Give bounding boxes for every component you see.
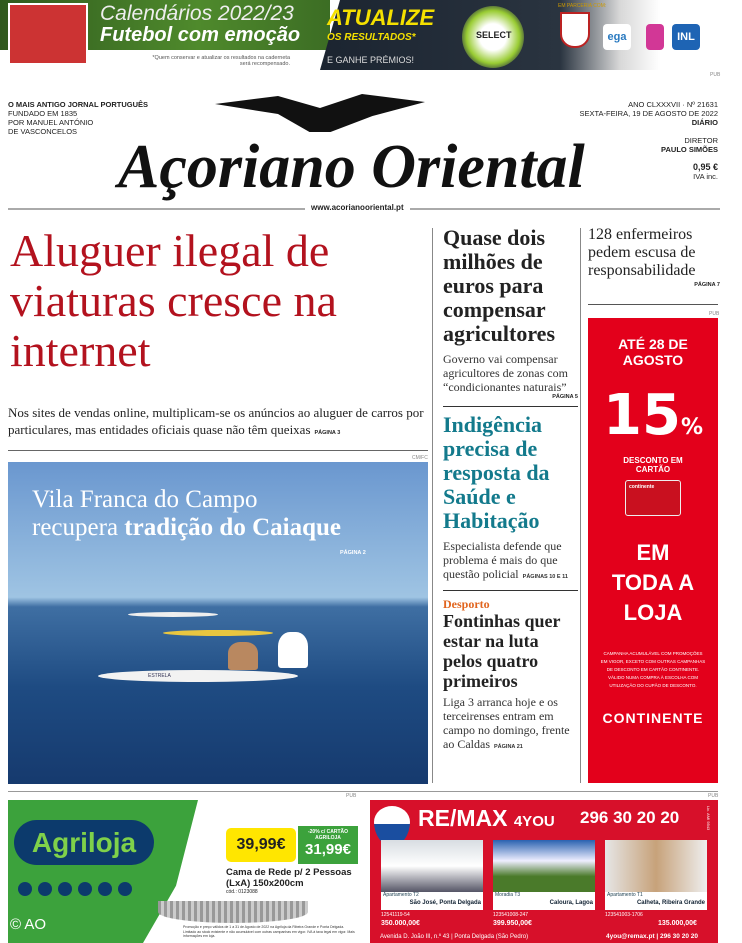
kayak — [163, 630, 273, 636]
property-price: 399.950,00€ — [493, 920, 532, 927]
frequency: DIÁRIO — [691, 118, 718, 127]
copyright: © AO — [10, 916, 47, 933]
ad-fine-print: Promoção e preço válidos de 1 a 31 de Agosto de 2022 na Agriloja da Ribeira Grande e Ponta Delgada. Limitado ao stock existente e não acumulável com outras campanhas em vigor. IVA à taxa legal em vigor. Mais informações em loja. — [183, 925, 355, 938]
director-name: PAULO SIMÕES — [661, 145, 718, 154]
property-price: 135.000,00€ — [658, 920, 697, 927]
lead-headline[interactable]: Aluguer ilegal de viaturas cresce na internet — [10, 225, 337, 376]
founder: POR MANUEL ANTÓNIO — [8, 118, 94, 127]
paddler — [228, 642, 258, 670]
continente-ad[interactable] — [588, 318, 718, 783]
inl-logo: INL — [672, 24, 700, 50]
pub-label: PUB — [709, 311, 720, 317]
discount-label: DESCONTO EM CARTÃO — [623, 456, 683, 474]
divider — [8, 791, 718, 792]
top-banner-ad[interactable] — [0, 0, 720, 70]
card-discount: -20% c/ CARTÃO AGRILOJA — [307, 829, 348, 841]
remax-address: Avenida D. João III, n.º 43 | Ponta Delgada (São Pedro) — [380, 934, 529, 940]
property-ref: 12541119-54 — [381, 912, 410, 918]
story-enfermeiros[interactable] — [588, 226, 720, 288]
remax-brand — [418, 805, 555, 832]
caption-line-1: Vila Franca do Campo — [32, 486, 258, 513]
product-info — [226, 867, 352, 896]
photo-caption — [32, 486, 341, 542]
card-price-box — [298, 826, 358, 864]
property-photo — [381, 840, 483, 892]
remax-contact[interactable]: 4you@remax.pt | 296 30 20 20 — [606, 933, 698, 940]
hammock-image — [158, 901, 308, 923]
director-label: DIRETOR — [684, 136, 718, 145]
page-ref: PÁGINA 2 — [340, 550, 366, 556]
remax-office: 4YOU — [513, 813, 555, 830]
divider — [588, 304, 718, 305]
banner-cta: ATUALIZE — [327, 5, 435, 30]
pub-label: PUB — [708, 793, 719, 799]
paddler — [278, 632, 308, 668]
store-icon — [118, 882, 132, 896]
property-ref: 123541008-247 — [493, 912, 529, 918]
lead-summary — [8, 404, 430, 442]
license: Lic. AMI 9543 — [706, 806, 711, 831]
property-price: 350.000,00€ — [381, 920, 420, 927]
ad-fine-print: CAMPANHA ACUMULÁVEL COM PROMOÇÕES EM VIGOR, EXCETO COM OUTRAS CAMPANHAS DE DESCONTO EM CARTÃO CONTINENTE. VÁLIDO NUMA COMPRA À ESCOLHA COM UTILIZAÇÃO DO CUPÃO DE DESCONTO. — [600, 651, 706, 688]
caption-line-2: recupera — [32, 514, 125, 541]
property-photo — [493, 840, 595, 892]
eagle-logo — [215, 92, 425, 132]
story-headline: Indigência precisa de resposta da Saúde e Habitação — [443, 412, 550, 533]
middle-column — [443, 226, 578, 754]
continente-logo: CONTINENTE — [602, 710, 704, 726]
banner-subtitle: Futebol com emoção — [100, 24, 301, 46]
hammer-icon — [98, 882, 112, 896]
property-card[interactable] — [605, 840, 707, 910]
category-icons — [18, 882, 132, 896]
agriloja-ad[interactable] — [8, 800, 363, 943]
partner-logo — [646, 24, 664, 50]
property-type: Moradia T3 — [495, 892, 521, 898]
property-type: Apartamento T1 — [607, 892, 643, 898]
vat-note: IVA inc. — [693, 172, 718, 181]
page-ref: PÁGINAS 10 E 11 — [522, 574, 568, 580]
kayak — [128, 612, 218, 617]
banner-title: Calendários 2022/23 — [100, 2, 294, 25]
ad-big-text: EM TODA A LOJA — [611, 540, 695, 625]
story-headline: Quase dois milhões de euros para compensar agricultores — [443, 225, 556, 346]
banner-cta-sub: OS RESULTADOS* — [327, 32, 416, 43]
banner-note: *Quem conservar e atualizar os resultados na caderneta será recompensado. — [152, 55, 290, 67]
photo-credit: CM/FC — [412, 455, 428, 461]
property-location: Caloura, Lagoa — [549, 900, 593, 906]
property-type: Apartamento T2 — [383, 892, 419, 898]
page-ref: PÁGINA 21 — [494, 744, 523, 750]
page-ref: PÁGINA 3 — [314, 430, 341, 436]
dog-icon — [78, 882, 92, 896]
agriloja-logo: Agriloja — [14, 820, 154, 865]
ad-date: ATÉ 28 DE AGOSTO — [618, 336, 688, 368]
story-headline: 128 enfermeiros pedem escusa de responsabilidade — [588, 226, 696, 279]
story-headline: Fontinhas quer estar na luta pelos quatro primeiros — [443, 611, 561, 691]
story-fontinhas[interactable] — [443, 597, 578, 754]
banner-prize: E GANHE PRÉMIOS! — [327, 55, 415, 65]
kayak-main: ESTRELA — [98, 670, 298, 682]
section-kicker: Desporto — [443, 597, 490, 611]
divider — [443, 590, 578, 591]
story-indigencia[interactable] — [443, 413, 578, 584]
caption-highlight: tradição do Caiaque — [124, 514, 341, 541]
remax-name: RE/MAX — [418, 805, 508, 831]
founder-2: DE VASCONCELOS — [8, 127, 78, 136]
calendar-booklet-image — [8, 3, 88, 65]
issue-number: ANO CLXXXVII · Nº 21631 — [628, 100, 718, 109]
corn-icon — [18, 882, 32, 896]
page-ref: PÁGINA 7 — [694, 282, 720, 288]
discount-percent: 15 — [603, 383, 681, 448]
chicken-icon — [58, 882, 72, 896]
property-card[interactable] — [381, 840, 483, 910]
masthead-right — [579, 100, 718, 181]
remax-phone: 296 30 20 20 — [580, 808, 680, 827]
story-summary: Governo vai compensar agricultores de zonas com “condicionantes naturais” — [443, 352, 568, 394]
price: 0,95 € — [692, 162, 718, 172]
product-size: (LxA) 150x200cm — [226, 878, 304, 889]
story-summary: Especialista defende que problema é mais do que questão policial — [443, 539, 562, 581]
column-rule — [432, 228, 433, 783]
story-summary: Liga 3 arranca hoje e os terceirenses entram em campo no domingo, frente ao Caldas — [443, 695, 570, 751]
watering-can-icon — [38, 882, 52, 896]
property-ref: 123541003-1706 — [605, 912, 643, 918]
product-name: Cama de Rede p/ 2 Pessoas — [226, 867, 352, 878]
column-rule — [580, 228, 581, 783]
ball-brand: SELECT — [476, 30, 512, 40]
property-location: São José, Ponta Delgada — [409, 900, 481, 906]
card-price: 31,99€ — [305, 841, 351, 858]
percent-sign: % — [680, 415, 703, 440]
pub-label: PUB — [710, 72, 721, 78]
lead-summary-text: Nos sites de vendas online, multiplicam-se os anúncios ao aluguer de carros por particulares, mas entidades oficiais quase não têm queixas — [8, 405, 424, 437]
card-image: continente — [625, 480, 681, 516]
divider — [8, 450, 428, 451]
product-code: cód.: 0123088 — [226, 889, 258, 895]
page-ref: PÁGINA 5 — [552, 394, 578, 400]
club-crest-logo — [560, 12, 590, 48]
property-location: Calheta, Ribeira Grande — [636, 900, 705, 906]
property-photo — [605, 840, 707, 892]
divider — [443, 406, 578, 407]
founded: FUNDADO EM 1835 — [8, 109, 78, 118]
property-card[interactable] — [493, 840, 595, 910]
kayak-photo[interactable] — [8, 462, 428, 784]
banner-partner-label: EM PARCERIA COM: — [558, 3, 607, 9]
newspaper-title: Açoriano Oriental — [118, 133, 585, 201]
tagline: O MAIS ANTIGO JORNAL PORTUGUÊS — [8, 100, 149, 109]
website-link[interactable]: www.acorianooriental.pt — [305, 203, 410, 212]
remax-ad[interactable] — [370, 800, 718, 943]
soccer-ball-image — [462, 6, 524, 68]
issue-date: SEXTA-FEIRA, 19 DE AGOSTO DE 2022 — [579, 109, 718, 118]
ega-logo: ega — [603, 24, 631, 50]
masthead-left — [8, 100, 148, 136]
story-agricultores[interactable] — [443, 226, 578, 400]
regular-price: 39,99€ — [226, 828, 296, 862]
pub-label: PUB — [346, 793, 357, 799]
